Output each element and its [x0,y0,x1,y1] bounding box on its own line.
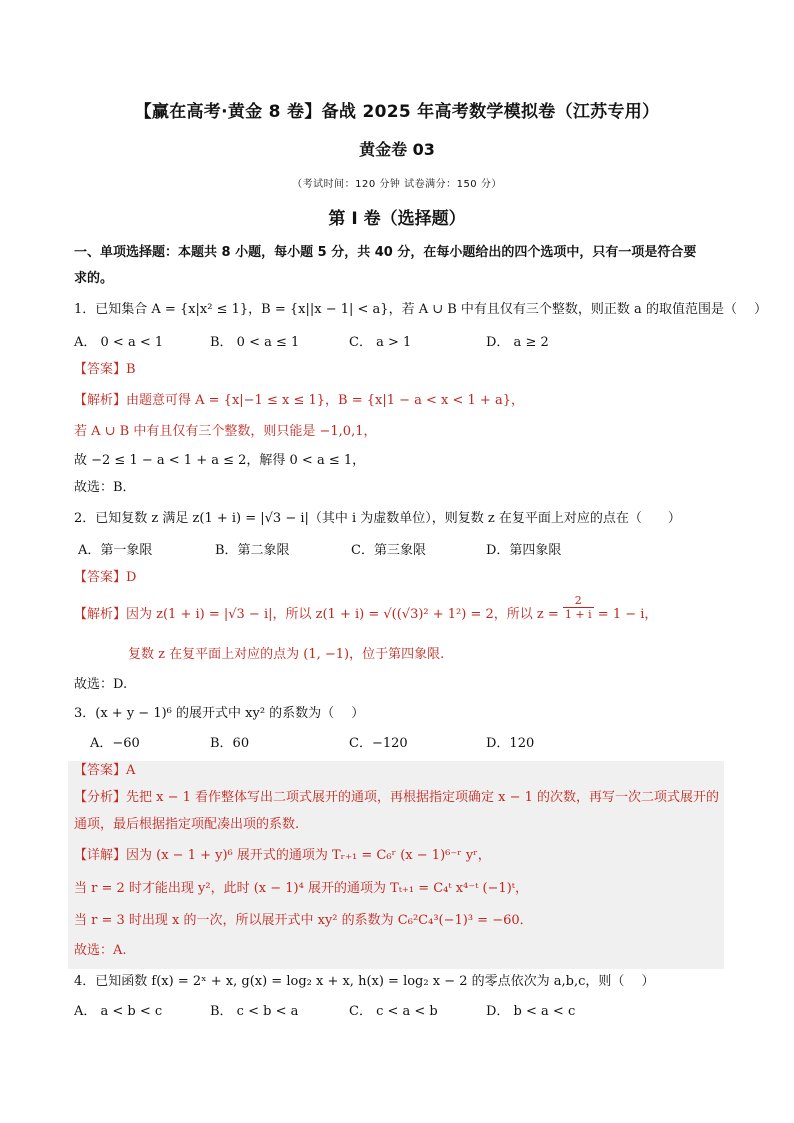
q2-analysis-1a: 【解析】因为 z(1 + i) = |√3 − i|，所以 z(1 + i) = √((√3)² + 1²) = 2，所以 z = [74,607,559,622]
q4-option-d: D． b < a < c [486,1004,576,1019]
q2-fraction [563,594,594,621]
q3-option-a: A．−60 [90,736,140,751]
q2-option-a: A．第一象限 [78,543,153,558]
q3-stem: 3．(x + y − 1)⁶ 的展开式中 xy² 的系数为（ ） [74,706,365,721]
q2-choice: 故选：D. [74,677,128,692]
q3-detail-3: 当 r = 3 时出现 x 的一次，所以展开式中 xy² 的系数为 C₆²C₄³(−1)³ = −60． [74,913,533,928]
q3-option-c: C．−120 [349,736,408,751]
q3-analysis-2: 通项，最后根据指定项配凑出项的系数. [74,817,300,832]
q2-analysis-1 [74,594,658,624]
q3-detail-1: 【详解】因为 (x − 1 + y)⁶ 展开式的通项为 Tᵣ₊₁ = C₆ʳ (x − 1)⁶⁻ʳ yʳ， [74,848,491,863]
q1-option-c: C． a > 1 [349,335,412,350]
q2-option-b: B．第二象限 [215,543,290,558]
exam-info: （考试时间：120 分钟 试卷满分：150 分） [292,179,502,190]
q1-answer: 【答案】B [74,362,136,377]
q2-fraction-denominator: 1 + i [564,608,592,621]
q2-analysis-1b: = 1 − i， [597,607,658,622]
q2-answer: 【答案】D [74,570,137,585]
exam-subtitle: 黄金卷 03 [359,140,435,159]
q4-option-a: A． a < b < c [74,1004,163,1019]
q2-analysis-2: 复数 z 在复平面上对应的点为 (1, −1)，位于第四象限. [128,647,445,662]
q1-stem: 1．已知集合 A = {x|x² ≤ 1}，B = {x||x − 1| < a}，若 A ∪ B 中有且仅有三个整数，则正数 a 的取值范围是（ ） [74,302,768,317]
q3-analysis-1: 【分析】先把 x − 1 看作整体写出二项式展开的通项，再根据指定项确定 x − 1 的次数，再写一次二项式展开的 [74,790,720,805]
q4-stem: 4．已知函数 f(x) = 2ˣ + x, g(x) = log₂ x + x, h(x) = log₂ x − 2 的零点依次为 a,b,c，则（ ） [74,974,655,989]
q4-option-b: B． c < b < a [210,1004,299,1019]
part-title: 第 I 卷（选择题） [328,209,466,229]
q2-option-c: C．第三象限 [351,543,426,558]
q3-detail-2: 当 r = 2 时才能出现 y²，此时 (x − 1)⁴ 展开的通项为 Tₜ₊₁ = C₄ᵗ x⁴⁻ᵗ (−1)ᵗ， [74,881,528,896]
q2-option-d: D．第四象限 [486,543,562,558]
q2-stem: 2．已知复数 z 满足 z(1 + i) = |√3 − i|（其中 i 为虚数单位），则复数 z 在复平面上对应的点在（ ） [74,511,681,526]
q1-analysis-1: 【解析】由题意可得 A = {x|−1 ≤ x ≤ 1}，B = {x|1 − a < x < 1 + a}， [74,393,524,408]
q1-option-d: D． a ≥ 2 [486,335,549,350]
q2-fraction-numerator: 2 [563,594,594,608]
exam-title: 【赢在高考·黄金 8 卷】备战 2025 年高考数学模拟卷（江苏专用） [134,102,660,122]
q1-analysis-3: 故 −2 ≤ 1 − a < 1 + a ≤ 2，解得 0 < a ≤ 1， [74,453,366,468]
section-instruction: 一、单项选择题：本题共 8 小题，每小题 5 分，共 40 分，在每小题给出的四个选项中，只有一项是符合要 [74,245,697,260]
q3-option-b: B．60 [210,736,250,751]
q3-answer: 【答案】A [74,763,136,778]
q1-analysis-2: 若 A ∪ B 中有且仅有三个整数，则只能是 −1,0,1， [74,424,377,439]
q3-choice: 故选：A. [74,943,127,958]
q1-option-b: B． 0 < a ≤ 1 [210,335,300,350]
section-instruction-cont: 求的。 [74,271,114,286]
q1-option-a: A． 0 < a < 1 [74,335,164,350]
q1-choice: 故选：B． [74,480,136,495]
q3-option-d: D．120 [486,736,535,751]
q4-option-c: C． c < a < b [349,1004,438,1019]
